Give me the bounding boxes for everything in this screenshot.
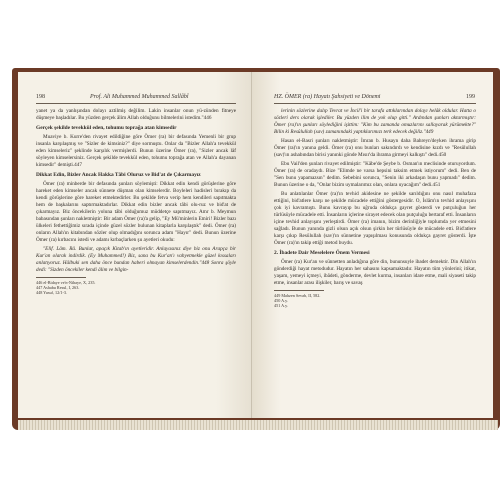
right-header-rule [274,103,476,104]
right-body [274,108,476,308]
open-book [12,68,500,430]
paragraph: lerinin sözlerine dalıp Tevrat ve İncil'i bir tarafa attıklarından dolayı helâk oldular. Hatta o sözleri ders olarak işlediler. Bu yüzden ilim de yok olup gitti." Ardından şunları aktarmıştır: Ömer (ra)'ın şunları söylediğini işittim: "Kim bu zamanda omuzlarını sallayarak yürümekte?" Bilin ki Resûlullah (sav) zamanındaki yaptıklarımızı terk edecek değiliz."449 [274,108,476,135]
left-body [36,108,236,295]
left-paragraphs [36,108,236,274]
paragraph: yanet ya da yanlışından dolayı aztilmiş değilim. Lakin insanlar onun yü-zünden fitneye düşmeye başladılar. Bu yüzden gerçek âlim Allah olduğunu bilmelerini istedim."446 [36,108,236,121]
right-header-title: HZ. ÖMER (ra) Hayatı Şahsiyeti ve Dönemi [274,94,381,100]
footnote: 447 Ashabu Resul, I, 263. [36,285,80,290]
section-heading: Dikkat Edin, Bizler Ancak Hakka Tâbi Oluruz ve Bid'at de Çıkarmayız [36,172,201,178]
left-footnotes [36,280,236,295]
right-page [252,72,493,418]
paragraph: Bu anlatılanlar Ömer (ra)'ın tevhid akidesine ne şekilde sarıldığını onu nasıl muhafaza ettiğini, bid'atlere karşı ne şekilde mücadele ettiğini göstergesidir. O, İslâm'ın tevhid anlayışını çok iyi kavramıştı. Bunu kavrayıp bu uğruda oldukça gayret gösterdi ve putçuluğun her türlüsüyle mücadele etti. İnsanların içlerine sirayet edecek olan putçuluğu bertaraf etti. İnsanların içine tevhid anlayışını yerleştirdi. Ömer (ra) imanın, bizim derinliğiyle toplumda yer etmesini sağladı. Bunun yanında gizli olsun açık olsun şirkin her türlüsüyle de mücadele etti. Bid'atlere karşı çıkıp Resûlullah (sav)'ın sünnetine yapışılması konusunda oldukça gayret gösterdi. İşte Ömer (ra)'ın takip ettiği metod buydu. [274,191,476,246]
right-paragraphs [274,108,476,287]
paragraph: Ebu Vail'den şunları rivayet edilmiştir: "Kâbe'de Şeybe b. Osman'ın meclisinde oturuyordum. Ömer (ra) de oradaydı. Bize "Elimde ne varsa hepsini taksim etmek istiyorum" dedi. Ben de "Sen bunu yapamazsın" dedim. Sebebini sorunca, "Senin iki arkadaşın bunu yapmadı" dedim. Bunun üzerine o da, "Onlar bizim uymalarımız olan, onlara uyacağım" dedi.451 [274,161,476,188]
footnote: 449 Mahzen Sevab, II, 582. [274,293,321,298]
footnote: 451 A.y. [274,303,289,308]
footnote: 450 A.y. [274,298,289,303]
right-footnote-rule [274,290,324,291]
left-page [18,72,252,418]
footnote: 446 el-Bidaye ve'n-Nihaye, X, 235. [36,280,96,285]
page-edges [18,420,498,430]
section-heading: Gerçek şekilde tevekkül eden, tohumu toprağa atan kimsedir [36,125,177,131]
paragraph: Hasan el-Basri şunları nakletmiştir: İmran b. Husayn daha Bahreyn'deyken ihrama girip Ömer (ra)'ın yanına geldi. Ömer (ra) onu bunları sakındırdı ve kendisine kızdı ve "Resûlullah (sav)'ın ashabından birisi yanınki gönde Mısır'da ihrama girmeyi kalkıştı" dedi.450 [274,138,476,158]
right-page-number: 199 [466,94,475,100]
paragraph: Muaviye b. Kurre'den rivayet edildiğine göre Ömer (ra) bir defasında Yemenli bir grup insanla karşılaşmış ve "Sizler de kimsiniz?" diye sormuştu. Onlar da "Bizler Allah'a tevekkül eden kimseleriz" şeklinde karşılık vermişlerdi. Bunun üzerine Ömer (ra), "Sizler ancak lâf söyleyen kimselersiniz. Gerçek şekilde tevekkül eden, tohumu toprağa atan ve Allah'a dayanan kimsedir" demişti.447 [36,134,236,168]
left-header-title: Prof. Ali Muhammed Muhammed Sallâbî [90,94,189,100]
right-running-header [466,94,475,100]
paragraph: "Elif. Lâm. Râ. Bunlar, apaçık Kitab'ın ayetleridir. Anlayasınız diye biz onu Arapça bir Kur'an olarak indirdik. (Ey Muhammed!) Biz, sana bu Kur'an'ı vahyetmekle güzel kıssaları anlatıyoruz. Hâlbuki sen daha önce bundan haberi olmayan kimselerdendin."448 Sonra şöyle dedi: "Sizden öncekiler kendi âlim ve bilgin- [36,246,236,273]
section-heading: 2. İbadete Dair Meselelere Önem Vermesi [274,250,370,256]
left-footnote-rule [36,277,86,278]
footnote: 448 Yusuf, 12/1-3. [36,290,68,295]
paragraph: Ömer (ra) minberde bir defasında şunları söylemişti: Dikkat edin kendi görüşlerine göre hareket eden kimseler ancak sünnete düşman olan kimselerdir. Boyleleri hadisleri bırakıp da kendi görüşlerine göre hareket etmektedirler. Bu şekilde fetva verip hem kendileri sapıtmakta hem de başkalarını saptırmaktadırlar. Dikkat edin bizler ancak tâbi olu-ruz ve bid'at de çıkarmayız. Biz öncekilerin yoluna tâbi olduğumuz müddetçe sapıtmayız. Amr b. Meymun babasından şunları nakletmiştir: Bir adam Ömer (ra)'a gelip, "Ey Mü'minlerin Emiri! Bizler bazı ülkeleri fethettiğimiz sırada içinde güzel sözler bulunan kitaplarla karşılaştık" dedi. Ömer (ra) onların Allah'ın kitabından sözler olup olmadığını sorunca adam "Hayır" dedi. Bunun üzerine Ömer (ra) kırbacını istedi ve adamı kırbaçlarken şu ayetleri okudu: [36,181,236,243]
left-header-rule [36,103,236,104]
left-page-number: 198 [36,94,45,100]
left-running-header [36,94,45,100]
right-footnotes [274,293,476,308]
paragraph: Ömer (ra) Kur'an ve sünnetten anladığına göre din, bununsuyle ibadet demektir. Din Allah'ın gönderdiği hayat metodudur. Hayatın her sahasını kapsamaktadır. Hayatın tüm yönlerini; itikat, yaşam, yemeyi içmeyi, ibâdeti, gönderme, devlet kurma, insanları idare etme, mali siyaseti takip etme, insanlar arası ilişkiler, barış ve savaş [274,259,476,286]
